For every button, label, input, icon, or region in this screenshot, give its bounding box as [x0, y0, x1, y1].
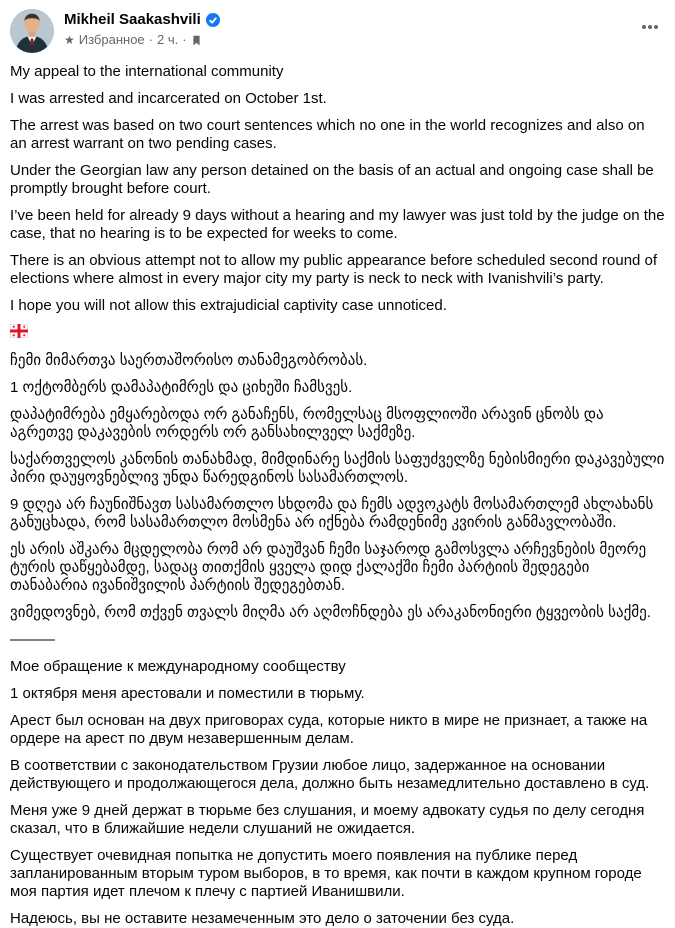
georgia-flag-icon: [10, 324, 665, 341]
star-icon: ★: [64, 33, 75, 47]
post-paragraph: Надеюсь, вы не оставите незамеченным это дело о заточении без суда.: [10, 910, 515, 927]
post-paragraph: The arrest was based on two court sentences which no one in the world recognizes and also on an arrest warrant on two pending cases.: [10, 117, 645, 152]
post-meta: [64, 32, 631, 48]
post-paragraph: 1 ოქტომბერს დამაპატიმრეს და ციხეში ჩამსვეს.: [10, 379, 353, 396]
post-header: [0, 0, 675, 57]
post-paragraph: Under the Georgian law any person detained on the basis of an actual and ongoing case shall be promptly brought before court.: [10, 162, 654, 197]
post-paragraph: ჩემი მიმართვა საერთაშორისო თანამეგობრობას.: [10, 352, 368, 369]
section-russian: [10, 658, 665, 928]
meta-separator: ·: [148, 32, 153, 47]
post-paragraph: Меня уже 9 дней держат в тюрьме без слушания, и моему адвокату судья по делу сегодня сказал, что в ближайшие недели слушаний не ожидается.: [10, 802, 645, 837]
bookmark-icon: [191, 35, 202, 46]
post-paragraph: I was arrested and incarcerated on October 1st.: [10, 90, 327, 107]
post-paragraph: My appeal to the international community: [10, 63, 284, 80]
post-paragraph: Существует очевидная попытка не допустить моего появления на публике перед запланированным вторым туром выборов, в то время, как почти в каждом крупном городе моя партия идет плечом к плечу с партией Иванишвили.: [10, 847, 642, 900]
section-georgian: [10, 352, 665, 622]
post-paragraph: დაპატიმრება ემყარებოდა ორ განაჩენს, რომელსაც მსოფლიოში არავინ ცნობს და აგრეთვე დაკავების ორდერს ორ განსახილველ საქმეზე.: [10, 406, 604, 441]
more-options-icon: [639, 17, 661, 37]
post-paragraph: 1 октября меня арестовали и поместили в тюрьму.: [10, 685, 365, 702]
post-paragraph: Мое обращение к международному сообществу: [10, 658, 346, 675]
post-paragraph: საქართველოს კანონის თანახმად, მიმდინარე საქმის საფუძველზე ნებისმიერი დაკავებული პირი დაუყოვნებლივ უნდა წარედგინოს სასამართლოს.: [10, 451, 665, 486]
avatar-photo: [10, 9, 54, 53]
verified-badge-icon: [206, 13, 220, 27]
post-paragraph: ვიმედოვნებ, რომ თქვენ თვალს მიღმა არ აღმოჩნდება ეს არაკანონიერი ტყვეობის საქმე.: [10, 604, 651, 621]
post-paragraph: В соответствии с законодательством Грузии любое лицо, задержанное на основании действующего и продолжающегося дела, должно быть незамедлительно доставлено в суд.: [10, 757, 650, 792]
author-name[interactable]: Mikheil Saakashvili: [64, 11, 201, 28]
post-paragraph: I hope you will not allow this extrajudicial captivity case unnoticed.: [10, 297, 447, 314]
post-paragraph: There is an obvious attempt not to allow my public appearance before scheduled second round of elections where almost in every major city my party is neck to neck with Ivanishvili’s party.: [10, 252, 658, 287]
post-paragraph: ეს არის აშკარა მცდელობა რომ არ დაუშვან ჩემი საჯაროდ გამოსვლა არჩევნების მეორე ტურის დაწყებამდე, სადაც თითქმის ყველა დიდ ქალაქში ჩემი პარტიის შედეგები თანაბარია ივანიშვილის პარტიის შედეგებთან.: [10, 541, 647, 594]
avatar[interactable]: [10, 9, 54, 53]
audience-label[interactable]: Избранное: [78, 32, 145, 47]
header-text: [64, 9, 631, 48]
meta-separator: ·: [182, 32, 187, 47]
post-body: [0, 57, 675, 928]
timestamp[interactable]: 2 ч.: [157, 32, 179, 47]
post-paragraph: I’ve been held for already 9 days without a hearing and my lawyer was just told by the judge on the case, that no hearing is to be expected for weeks to come.: [10, 207, 665, 242]
post-paragraph: 9 დღეა არ ჩაუნიშნავთ სასამართლო სხდომა და ჩემს ადვოკატს მოსამართლემ ახლახანს განუცხადა, რომ სასამართლო მოსმენა არ იქნება რამდენიმე კვირის განმავლობაში.: [10, 496, 654, 531]
post-paragraph: Арест был основан на двух приговорах суда, которые никто в мире не признает, а также на ордере на арест по двум незавершенным делам.: [10, 712, 648, 747]
divider: ———: [10, 631, 55, 648]
more-options-button[interactable]: [631, 11, 665, 48]
author-line: [64, 9, 631, 29]
section-english: [10, 63, 665, 315]
